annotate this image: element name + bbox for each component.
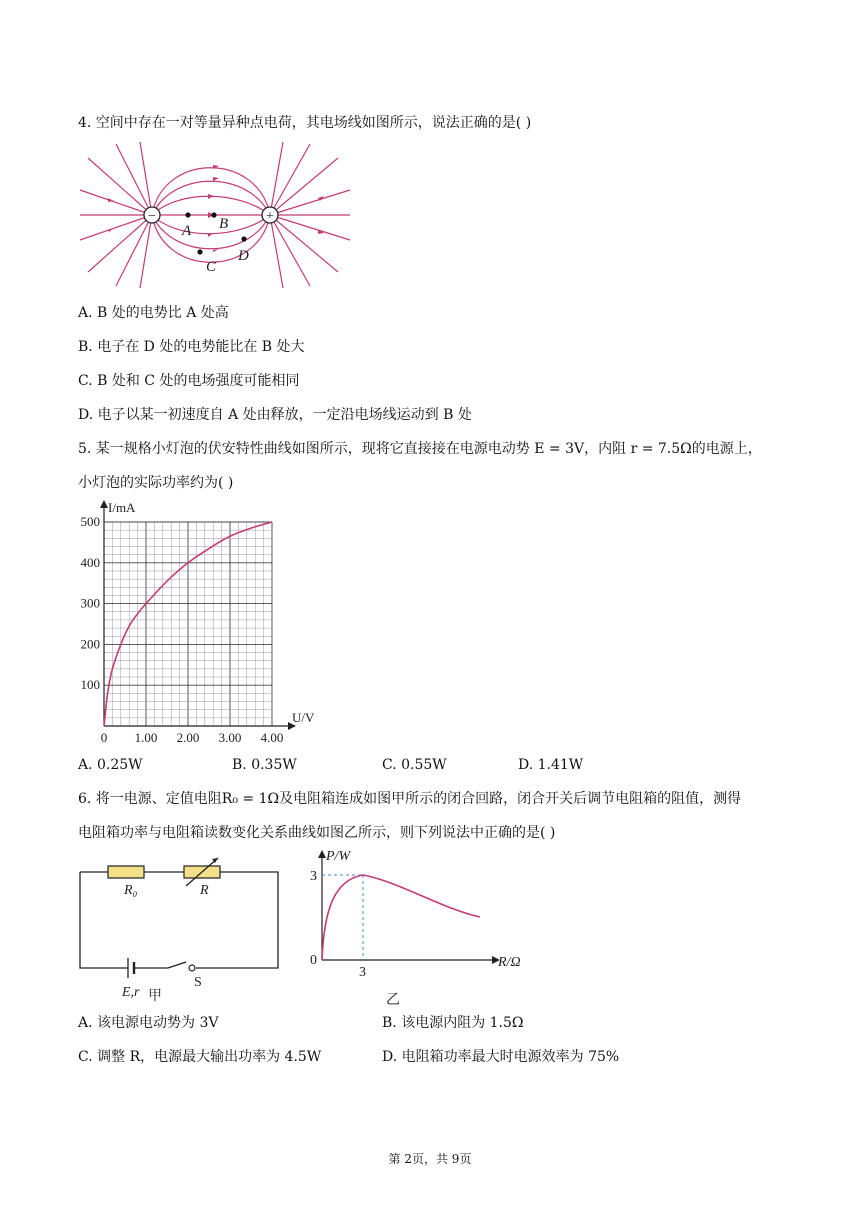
switch-icon — [189, 965, 195, 971]
x-tick-label: 4.00 — [260, 730, 284, 745]
positive-charge — [262, 207, 278, 224]
circuit-diagram — [76, 858, 286, 1008]
graph-ylabel: P/W — [326, 849, 351, 864]
negative-charge — [144, 207, 160, 224]
chart-grid — [104, 522, 272, 726]
iv-characteristic-chart — [70, 498, 330, 748]
label-c: C — [206, 259, 217, 275]
circuit-caption: 甲 — [148, 989, 162, 1004]
battery-label: E,r — [122, 985, 140, 1000]
label-d: D — [238, 248, 249, 264]
label-a: A — [182, 223, 192, 239]
point-b — [211, 212, 216, 217]
r0-resistor — [108, 866, 144, 878]
chart-ylabel: I/mA — [108, 500, 136, 515]
point-a — [185, 212, 190, 217]
x-tick-label: 0 — [100, 730, 108, 745]
q4-option-b: B. 电子在 D 处的电势能比在 B 处大 — [78, 339, 305, 355]
x-tick-label: 1.00 — [134, 730, 158, 745]
q5-option-c: C. 0.55W — [382, 757, 447, 773]
svg-text:+: + — [266, 209, 274, 224]
q4-option-a: A. B 处的电势比 A 处高 — [78, 305, 229, 321]
y-axis-arrow-icon — [100, 500, 108, 508]
q4-stem: 4. 空间中存在一对等量异种点电荷，其电场线如图所示，说法正确的是( ) — [78, 115, 532, 131]
switch-label: S — [194, 975, 202, 990]
y-tick-label: 300 — [80, 595, 100, 611]
graph-y-tick: 3 — [310, 869, 317, 884]
graph-axes — [322, 854, 496, 960]
graph-xlabel: R/Ω — [498, 955, 521, 970]
y-tick-label: 500 — [80, 514, 100, 529]
page-footer: 第 2页，共 9页 — [388, 1152, 472, 1166]
graph-x-tick: 3 — [359, 965, 366, 980]
q4-option-d: D. 电子以某一初速度自 A 处由释放，一定沿电场线运动到 B 处 — [78, 407, 472, 423]
q6-stem-line1: 6. 将一电源、定值电阻R₀ = 1Ω及电阻箱连成如图甲所示的闭合回路，闭合开关后调节电阻箱的阻值，测得 — [78, 791, 742, 807]
graph-caption: 乙 — [386, 993, 400, 1008]
q6-option-a: A. 该电源电动势为 3V — [78, 1015, 219, 1031]
q5-option-b: B. 0.35W — [232, 757, 297, 773]
power-resistance-graph — [300, 840, 540, 1010]
q5-stem-line2: 小灯泡的实际功率约为( ) — [78, 475, 234, 491]
q4-option-c: C. B 处和 C 处的电场强度可能相同 — [78, 373, 300, 389]
point-c — [197, 249, 202, 254]
q5-option-d: D. 1.41W — [518, 757, 584, 773]
chart-xlabel: U/V — [292, 710, 315, 725]
q6-option-b: B. 该电源内阻为 1.5Ω — [382, 1015, 524, 1031]
q6-option-d: D. 电阻箱功率最大时电源效率为 75% — [382, 1049, 620, 1065]
q6-option-c: C. 调整 R，电源最大输出功率为 4.5W — [78, 1049, 322, 1065]
point-d — [241, 236, 246, 241]
graph-origin: 0 — [310, 953, 317, 968]
y-tick-label: 400 — [80, 554, 100, 570]
q5-stem-line1: 5. 某一规格小灯泡的伏安特性曲线如图所示，现将它直接接在电源电动势 E = 3V，内阻 r = 7.5Ω的电源上， — [78, 441, 762, 457]
graph-dashed-guides — [322, 875, 363, 960]
power-curve — [322, 875, 480, 960]
y-tick-label: 100 — [80, 677, 100, 693]
x-tick-label: 3.00 — [218, 730, 242, 745]
q6-stem-line2: 电阻箱功率与电阻箱读数变化关系曲线如图乙所示，则下列说法中正确的是( ) — [78, 825, 556, 841]
y-tick-label: 200 — [80, 636, 100, 652]
svg-text:−: − — [148, 209, 156, 224]
field-lines-figure — [78, 140, 358, 290]
label-b: B — [219, 216, 229, 232]
x-tick-label: 2.00 — [176, 730, 200, 745]
r-label: R — [200, 883, 209, 898]
r0-label: R₀ — [124, 883, 138, 898]
chart-tick-labels — [81, 514, 284, 745]
q5-option-a: A. 0.25W — [78, 757, 143, 773]
